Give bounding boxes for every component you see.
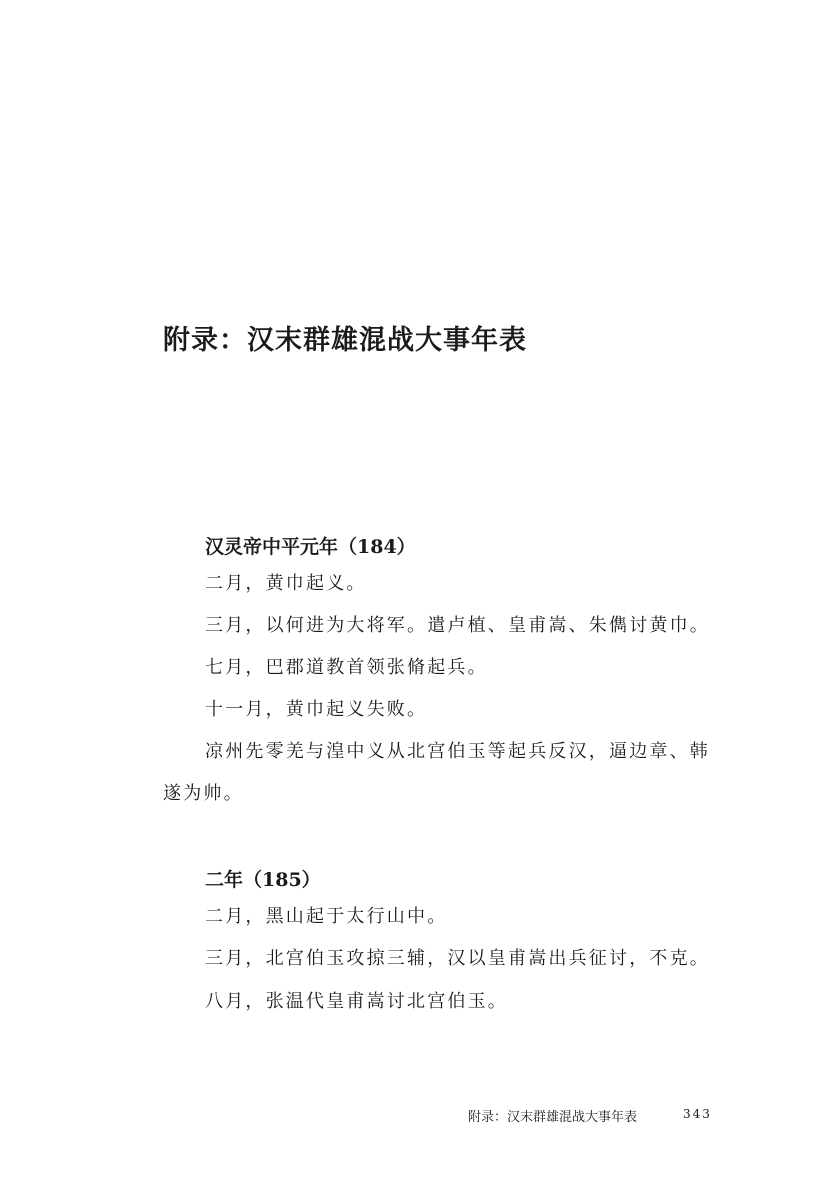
entry-line: 三月，以何进为大将军。遣卢植、皇甫嵩、朱儁讨黄巾。 <box>205 615 710 636</box>
section-heading: 汉灵帝中平元年（184） <box>205 536 416 558</box>
section-heading: 二年（185） <box>205 869 321 891</box>
entry-line: 二月，黄巾起义。 <box>205 573 367 594</box>
entry-line: 三月，北宫伯玉攻掠三辅，汉以皇甫嵩出兵征讨，不克。 <box>205 948 710 969</box>
entry-line: 八月，张温代皇甫嵩讨北宫伯玉。 <box>205 991 508 1012</box>
entry-line: 七月，巴郡道教首领张脩起兵。 <box>205 657 488 678</box>
entry-line: 十一月，黄巾起义失败。 <box>205 699 428 720</box>
entry-line: 二月，黑山起于太行山中。 <box>205 906 448 927</box>
page-title: 附录：汉末群雄混战大事年表 <box>163 325 527 356</box>
page-number: 343 <box>683 1107 712 1121</box>
entry-line: 凉州先零羌与湟中义从北宫伯玉等起兵反汉，逼边章、韩 <box>205 741 710 762</box>
running-footer-title: 附录：汉末群雄混战大事年表 <box>468 1110 638 1125</box>
entry-line-continuation: 遂为帅。 <box>163 783 244 804</box>
